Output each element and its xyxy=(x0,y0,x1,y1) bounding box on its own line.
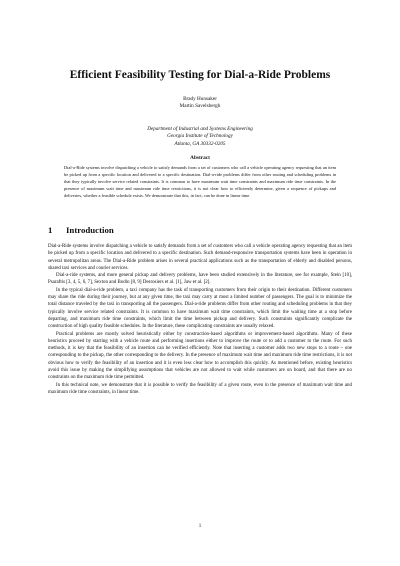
section-title: Introduction xyxy=(66,225,114,235)
author-list xyxy=(100,96,300,111)
affiliation-line: Atlanta, GA 30332-0205 xyxy=(174,140,226,147)
section-number: 1 xyxy=(48,225,53,235)
affiliation-line: Georgia Institute of Technology xyxy=(167,133,233,140)
affiliation xyxy=(90,126,310,148)
paragraph: Practical problems are mostly solved heuristically either by construction-based algorithms or improvement-based algorithms. Many of these heuristics proceed by starting with a vehicle route and performing insertions either to improve the route or to add a customer to the route. For such methods, it is key that the feasibility of an insertion can be verified efficiently. Note that inserting a customer adds two new stops to a route – one corresponding to the pickup, the other corresponding to the delivery. In the presence of maximum wait time and maximum ride time restrictions, it is not obvious how to verify the feasibility of an insertion and it is even less clear how to accomplish this quickly. As mentioned before, existing heuristics avoid this issue by making the simplifying assumptions that vehicles are not allowed to wait while customers are on board, and that there are no constraints on the maximum ride time permitted. xyxy=(48,331,352,381)
abstract-text: Dial-a-Ride systems involve dispatching a vehicle to satisfy demands from a set of customers who call a vehicle operating agency requesting that an item be picked up from a specific location and delivered to a specific destination. Dial-a-ride problems differ from other routing and scheduling problems in that they typically involve service related constraints. It is common to have maximum wait time constraints and maximum ride time constraints. In the presence of maximum wait time and maximum ride time restrictions, it is not clear how to efficiently determine, given a sequence of pickups and deliveries, whether a feasible schedule exists. We demonstrate that this, in fact, can be done in linear time. xyxy=(64,165,336,199)
abstract-heading: Abstract xyxy=(190,155,210,161)
section-body xyxy=(48,243,352,396)
paragraph: In the typical dial-a-ride problem, a taxi company has the task of transporting customers from their origin to their destination. Different customers may share the ride during their journey, but at any given time, the taxi may carry at most a limited number of passengers. The goal is to minimize the total distance traveled by the taxi in transporting all the passengers. Dial-a-ride problems differ from other routing and scheduling problems in that they typically involve service related constraints. It is common to have maximum wait time constraints, which limit the waiting time at a stop before departing, and maximum ride time constraints, which limit the time between pickup and delivery. Such constraints significantly complicate the construction of high quality feasible schedules. In the literature, these complicating constraints are usually relaxed. xyxy=(48,287,352,330)
paragraph: In this technical note, we demonstrate that it is possible to verify the feasibility of a given route, even in the presence of maximum wait time and maximum ride time constraints, in linear time. xyxy=(48,382,352,395)
affiliation-line: Department of Industrial and Systems Engineering xyxy=(147,126,253,132)
paragraph: Dial-a-Ride systems involve dispatching a vehicle to satisfy demands from a set of customers who call a vehicle operating agency requesting that an item be picked up from a specific location and delivered to a specific destination. Such demand-responsive transportation systems have been in operation in several metropolitan areas. The Dial-a-Ride problem arises in several practical applications such as the transportation of elderly and disabled persons, shared taxi services and courier services. xyxy=(48,244,352,271)
section-heading xyxy=(48,225,114,235)
author-name: Brady Hunsaker xyxy=(183,96,217,102)
paper-title: Efficient Feasibility Testing for Dial-a-Ride Problems xyxy=(69,69,331,81)
paragraph: Dial-a-ride systems, and more general pickup and delivery problems, have been studied extensively in the literature, see for example, Stein [10], Psaraftis [3, 4, 5, 6, 7], Sexton and Bodin [8, 9] Desrosiers et al. [1], Jaw et al. [2]. xyxy=(48,273,352,286)
author-name: Martin Savelsbergh xyxy=(179,103,221,110)
page-number: 1 xyxy=(198,524,202,529)
